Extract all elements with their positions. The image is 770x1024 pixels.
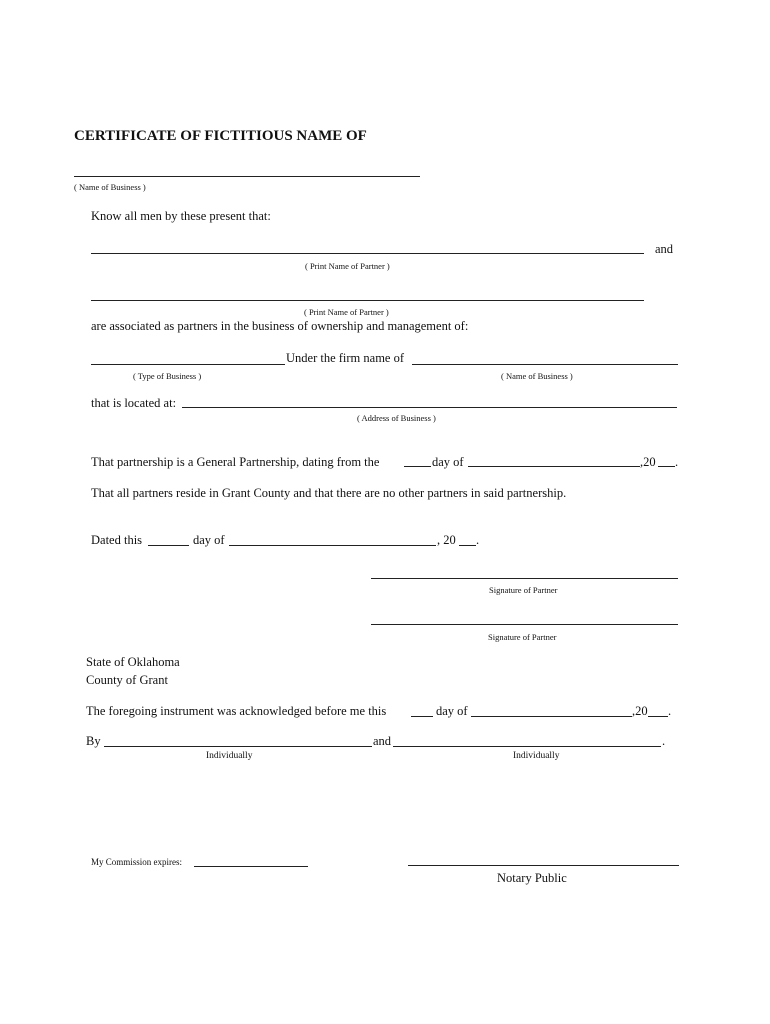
commission-expires-label: My Commission expires: bbox=[91, 857, 183, 867]
and-text-2: and bbox=[373, 734, 392, 748]
and-text-1: and bbox=[655, 242, 674, 256]
firm-name-line[interactable] bbox=[412, 364, 678, 365]
partnership-day-line[interactable] bbox=[404, 466, 431, 467]
residence-text: That all partners reside in Grant County and that there are no other partners in said partnership. bbox=[91, 486, 567, 500]
acknowledged-year-prefix: ,20 bbox=[632, 704, 648, 718]
partnership-period: . bbox=[675, 455, 679, 469]
individually-caption-2: Individually bbox=[513, 751, 560, 761]
firm-name-caption: ( Name of Business ) bbox=[501, 371, 573, 381]
address-caption: ( Address of Business ) bbox=[357, 413, 436, 423]
partner-2-name-line[interactable] bbox=[91, 300, 644, 301]
document-title: CERTIFICATE OF FICTITIOUS NAME OF bbox=[74, 128, 367, 144]
county-text: County of Grant bbox=[86, 673, 168, 687]
by-individual-2-line[interactable] bbox=[393, 746, 661, 747]
dated-year-line[interactable] bbox=[459, 545, 476, 546]
notary-signature-line[interactable] bbox=[408, 865, 679, 866]
acknowledged-month-line[interactable] bbox=[471, 716, 632, 717]
acknowledged-day-line[interactable] bbox=[411, 716, 433, 717]
know-all-men-text: Know all men by these present that: bbox=[91, 209, 271, 223]
dated-year-prefix: , 20 bbox=[437, 533, 456, 547]
commission-expires-line[interactable] bbox=[194, 866, 308, 867]
under-firm-name-text: Under the firm name of bbox=[286, 351, 405, 365]
address-line[interactable] bbox=[182, 407, 677, 408]
dated-day-line[interactable] bbox=[148, 545, 189, 546]
signature-caption-2: Signature of Partner bbox=[488, 632, 557, 642]
dated-this-text: Dated this bbox=[91, 533, 143, 547]
business-name-line[interactable] bbox=[74, 176, 420, 177]
individually-caption-1: Individually bbox=[206, 751, 253, 761]
acknowledged-text: The foregoing instrument was acknowledged before me this bbox=[86, 704, 387, 718]
partnership-year-prefix: ,20 bbox=[640, 455, 656, 469]
signature-line-2[interactable] bbox=[371, 624, 678, 625]
by-label: By bbox=[86, 734, 101, 748]
state-text: State of Oklahoma bbox=[86, 655, 180, 669]
notary-public-label: Notary Public bbox=[497, 871, 567, 885]
by-individual-1-line[interactable] bbox=[104, 746, 372, 747]
partner-1-caption: ( Print Name of Partner ) bbox=[305, 261, 390, 271]
by-period: . bbox=[662, 734, 666, 748]
partner-2-caption: ( Print Name of Partner ) bbox=[304, 307, 389, 317]
dated-month-line[interactable] bbox=[229, 545, 436, 546]
signature-caption-1: Signature of Partner bbox=[489, 585, 558, 595]
partnership-year-line[interactable] bbox=[658, 466, 675, 467]
partnership-day-of-text: day of bbox=[432, 455, 464, 469]
associated-text: are associated as partners in the business of ownership and management of: bbox=[91, 319, 469, 333]
partnership-month-line[interactable] bbox=[468, 466, 640, 467]
located-at-text: that is located at: bbox=[91, 396, 177, 410]
acknowledged-day-of-text: day of bbox=[436, 704, 468, 718]
partnership-text: That partnership is a General Partnership, dating from the bbox=[91, 455, 380, 469]
dated-day-of-text: day of bbox=[193, 533, 225, 547]
business-name-caption: ( Name of Business ) bbox=[74, 182, 146, 192]
partner-1-name-line[interactable] bbox=[91, 253, 644, 254]
type-of-business-caption: ( Type of Business ) bbox=[133, 371, 202, 381]
type-of-business-line[interactable] bbox=[91, 364, 285, 365]
acknowledged-period: . bbox=[668, 704, 672, 718]
acknowledged-year-line[interactable] bbox=[648, 716, 668, 717]
signature-line-1[interactable] bbox=[371, 578, 678, 579]
dated-period: . bbox=[476, 533, 480, 547]
